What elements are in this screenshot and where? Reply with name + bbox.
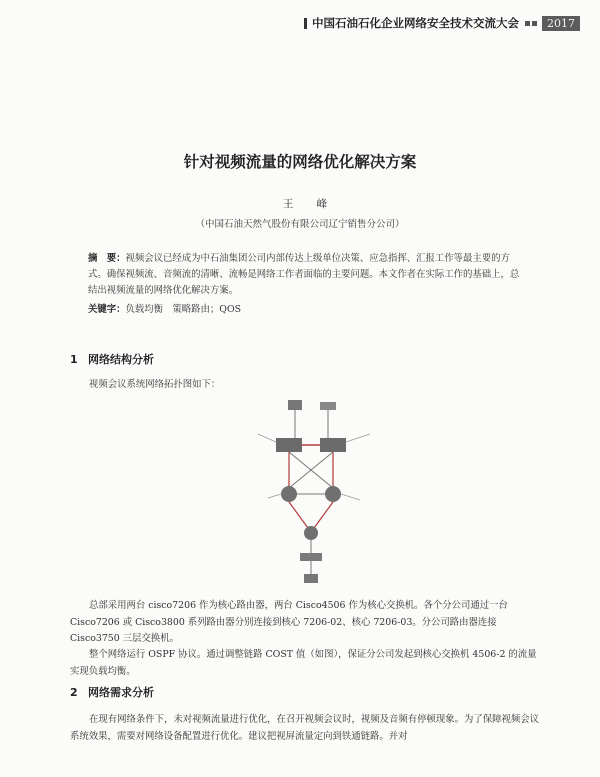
section-1-heading — [70, 351, 154, 367]
header-bar-mark — [304, 18, 307, 29]
core-router-icon — [281, 486, 297, 502]
keywords — [88, 301, 520, 315]
header-squares-icon — [525, 21, 537, 26]
paper-title: 针对视频流量的网络优化解决方案 — [183, 153, 417, 171]
section-1-paragraph: 总部采用两台 cisco7206 作为核心路由器，两台 Cisco4506 作为核心交换机。各个分公司通过一台 Cisco7206 或 Cisco3800 系列路由器分别连接到核心 7206-02、核心 7206-03。分公司路由器连接 Cisco3750 三层交换机。 — [70, 600, 508, 644]
section-1-number: 1 — [70, 353, 78, 366]
hq-endpoint-icon — [320, 402, 336, 410]
section-1-paragraph: 整个网络运行 OSPF 协议。通过调整链路 COST 值（如图），保证分公司发起到核心交换机 4506-2 的流量实现负载均衡。 — [70, 649, 537, 677]
conference-name: 中国石油石化企业网络安全技术交流大会 — [312, 16, 519, 30]
core-router-icon — [325, 486, 341, 502]
section-1-title: 网络结构分析 — [88, 353, 154, 366]
running-header — [280, 14, 580, 32]
figure-intro: 视频会议系统网络拓扑图如下： — [89, 379, 221, 390]
keywords-text: 负载均衡 策略路由；QOS — [125, 304, 242, 315]
section-2-paragraph: 在现有网络条件下，未对视频流量进行优化，在召开视频会议时，视频及音频有停顿现象。为了保障视频会议系统效果，需要对网络设备配置进行优化。建议把视屏流量定向到铁通链路。并对 — [70, 714, 540, 742]
author-affiliation: （中国石油天然气股份有限公司辽宁销售分公司） — [195, 219, 405, 230]
link-line — [314, 502, 333, 528]
author-name: 王 峰 — [282, 198, 338, 210]
network-topology-figure — [248, 398, 378, 588]
branch-terminal-icon — [304, 574, 318, 583]
branch-router-icon — [304, 526, 318, 540]
abstract — [88, 251, 520, 299]
header-year-badge: 2017 — [542, 16, 580, 31]
link-line — [258, 434, 276, 442]
link-line — [289, 502, 308, 528]
link-line — [268, 494, 281, 498]
keywords-label: 关键字： — [88, 304, 126, 315]
abstract-text: 视频会议已经成为中石油集团公司内部传达上级单位决策、应急指挥、汇报工作等最主要的方式。确保视频流、音频流的清晰、流畅是网络工作者面临的主要问题。本文作者在实际工作的基础上，总结出视频流量的网络优化解决方案。 — [88, 253, 520, 296]
branch-switch-icon — [300, 553, 322, 561]
core-switch-icon — [276, 438, 302, 452]
core-switch-icon — [320, 438, 346, 452]
hq-endpoint-icon — [288, 400, 302, 410]
section-2-number: 2 — [70, 686, 78, 699]
link-line — [346, 434, 370, 442]
section-2-title: 网络需求分析 — [88, 686, 154, 699]
abstract-label: 摘 要： — [88, 253, 126, 264]
link-line — [341, 494, 360, 500]
section-2-heading — [70, 684, 154, 700]
